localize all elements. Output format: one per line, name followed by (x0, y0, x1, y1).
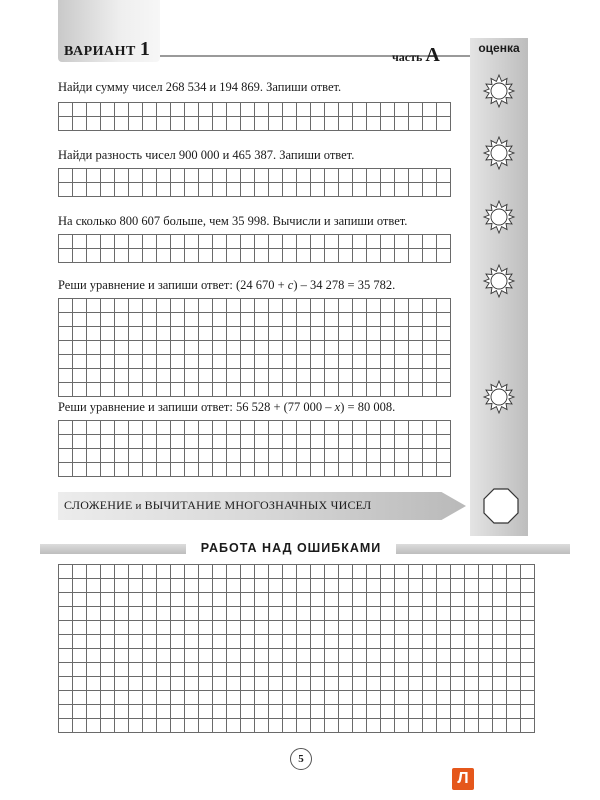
task-3-text-part: На сколько 800 607 больше, чем 35 998. Вычисли и запиши ответ. (58, 214, 408, 228)
variant-label: ВАРИАНТ (64, 44, 136, 59)
answer-grid-4[interactable] (58, 298, 451, 397)
task-2-text (58, 148, 354, 163)
sun-icon[interactable] (482, 200, 516, 234)
topic-title-part-1: СЛОЖЕНИЕ (64, 498, 133, 512)
task-5-text-part: x (334, 400, 341, 414)
sun-icon[interactable] (482, 74, 516, 108)
answer-grid-5[interactable] (58, 420, 451, 477)
variant-number: 1 (139, 38, 151, 60)
publisher-logo: Л (452, 768, 474, 790)
task-4-text-part: c (287, 278, 294, 292)
task-1-text (58, 80, 341, 95)
task-1-text-part: Найди сумму чисел 268 534 и 194 869. Запиши ответ. (58, 80, 342, 94)
topic-title-part-3: ВЫЧИТАНИЕ МНОГОЗНАЧНЫХ ЧИСЕЛ (144, 498, 372, 512)
page-number: 5 (290, 748, 312, 770)
part-letter: А (425, 44, 440, 66)
task-5-text-part: Реши уравнение и запиши ответ: 56 528 + (77 000 – (58, 400, 335, 414)
task-4-text (58, 278, 395, 293)
task-4-text-part: Реши уравнение и запиши ответ: (24 670 + (58, 278, 288, 292)
answer-grid-3[interactable] (58, 234, 451, 263)
task-3-text (58, 214, 407, 229)
answer-grid-2[interactable] (58, 168, 451, 197)
part-label: часть (392, 50, 423, 64)
answer-grid-1[interactable] (58, 102, 451, 131)
sun-icon[interactable] (482, 380, 516, 414)
score-heading: оценка (478, 41, 520, 55)
sun-icon[interactable] (482, 264, 516, 298)
variant-heading (64, 38, 150, 61)
task-2-text-part: Найди разность чисел 900 000 и 465 387. Запиши ответ. (58, 148, 355, 162)
part-heading (392, 44, 440, 67)
sun-icon[interactable] (482, 136, 516, 170)
errors-work-grid[interactable] (58, 564, 535, 733)
topic-title (64, 498, 371, 513)
section-bar-right (396, 544, 570, 554)
section-bar-left (40, 544, 186, 554)
topic-title-part-2: и (132, 500, 145, 512)
task-5-text-part: ) = 80 008. (340, 400, 396, 414)
task-4-text-part: ) – 34 278 = 35 782. (293, 278, 396, 292)
octagon-grade-icon[interactable] (482, 487, 520, 525)
task-5-text (58, 400, 395, 415)
errors-section-title: РАБОТА НАД ОШИБКАМИ (186, 539, 396, 557)
